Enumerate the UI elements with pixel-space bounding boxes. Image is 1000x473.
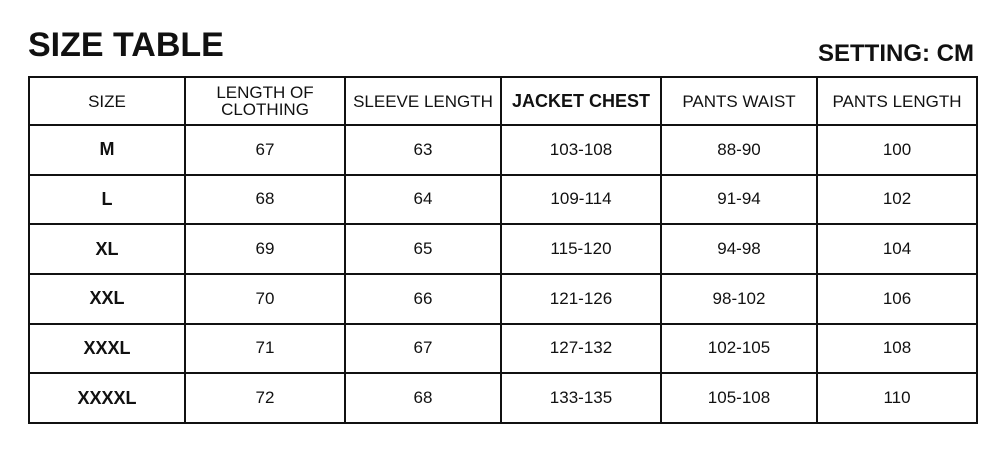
cell-length-of-clothing: 69: [185, 224, 345, 274]
cell-pants-waist: 91-94: [661, 175, 817, 225]
cell-pants-length: 102: [817, 175, 977, 225]
cell-sleeve-length: 64: [345, 175, 501, 225]
cell-size: XXXXL: [29, 373, 185, 423]
cell-sleeve-length: 68: [345, 373, 501, 423]
header-row: [29, 77, 977, 125]
table-row: [29, 175, 977, 225]
cell-pants-waist: 102-105: [661, 324, 817, 374]
cell-length-of-clothing: 68: [185, 175, 345, 225]
cell-sleeve-length: 65: [345, 224, 501, 274]
table-row: [29, 274, 977, 324]
cell-pants-waist: 98-102: [661, 274, 817, 324]
header-sleeve-length: SLEEVE LENGTH: [345, 77, 501, 125]
cell-size: XL: [29, 224, 185, 274]
size-table: [28, 76, 978, 424]
header-jacket-chest: JACKET CHEST: [501, 77, 661, 125]
cell-jacket-chest: 121-126: [501, 274, 661, 324]
header-size: SIZE: [29, 77, 185, 125]
cell-pants-waist: 88-90: [661, 125, 817, 175]
page-title: SIZE TABLE: [28, 26, 224, 64]
cell-sleeve-length: 63: [345, 125, 501, 175]
cell-size: M: [29, 125, 185, 175]
header-pants-waist: PANTS WAIST: [661, 77, 817, 125]
unit-setting: SETTING: CM: [818, 40, 974, 67]
cell-pants-length: 108: [817, 324, 977, 374]
cell-length-of-clothing: 67: [185, 125, 345, 175]
cell-jacket-chest: 133-135: [501, 373, 661, 423]
cell-size: L: [29, 175, 185, 225]
cell-pants-waist: 105-108: [661, 373, 817, 423]
cell-pants-length: 110: [817, 373, 977, 423]
cell-pants-waist: 94-98: [661, 224, 817, 274]
cell-jacket-chest: 109-114: [501, 175, 661, 225]
cell-size: XXXL: [29, 324, 185, 374]
table-row: [29, 373, 977, 423]
header-pants-length: PANTS LENGTH: [817, 77, 977, 125]
cell-length-of-clothing: 70: [185, 274, 345, 324]
cell-pants-length: 100: [817, 125, 977, 175]
cell-length-of-clothing: 71: [185, 324, 345, 374]
cell-pants-length: 106: [817, 274, 977, 324]
cell-sleeve-length: 67: [345, 324, 501, 374]
cell-sleeve-length: 66: [345, 274, 501, 324]
cell-pants-length: 104: [817, 224, 977, 274]
cell-jacket-chest: 127-132: [501, 324, 661, 374]
table-row: [29, 224, 977, 274]
cell-jacket-chest: 103-108: [501, 125, 661, 175]
header-length-of-clothing: LENGTH OF CLOTHING: [185, 77, 345, 125]
table-row: [29, 125, 977, 175]
cell-length-of-clothing: 72: [185, 373, 345, 423]
table-row: [29, 324, 977, 374]
cell-size: XXL: [29, 274, 185, 324]
cell-jacket-chest: 115-120: [501, 224, 661, 274]
